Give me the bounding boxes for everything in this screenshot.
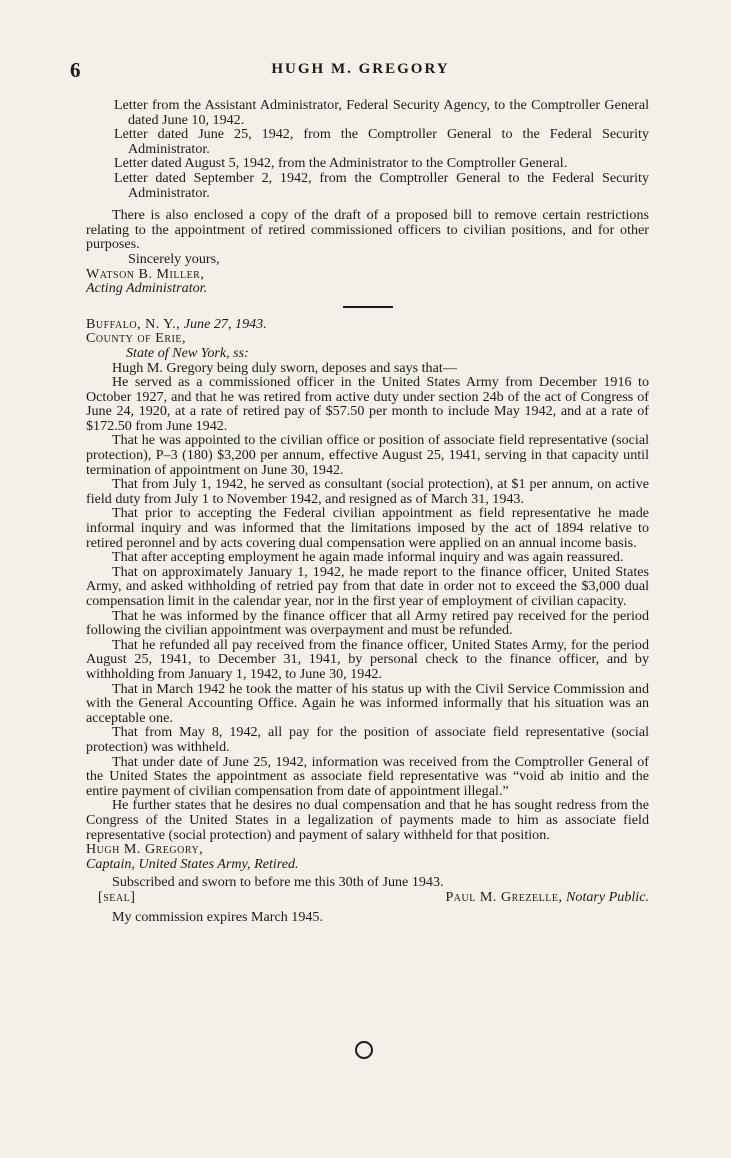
affidavit-paragraph: That he refunded all pay received from the finance officer, United States Army, for the period August 25, 1941, to December 31, 1941, by personal check to the finance officer, and by withholding from January 1, 1942, to June 30, 1942. bbox=[86, 636, 649, 682]
also-enclosed-paragraph: There is also enclosed a copy of the draft of a proposed bill to remove certain restrictions relating to the appointment of retired commissioned officers to civilian positions, and for other purposes. bbox=[86, 207, 649, 253]
page-number: 6 bbox=[70, 58, 81, 82]
affiant-name: Hugh M. Gregory, bbox=[86, 841, 204, 858]
affidavit-date: June 27, 1943. bbox=[183, 315, 267, 332]
affidavit-paragraph: He served as a commissioned officer in the United States Army from December 1916 to October 1927, and that he was retired from active duty under section 24b of the act of Congress of June 24, 1920, at a rate of retired pay of $57.50 per month to include May 1942, and at a rate of $172.50 from June 1942. bbox=[86, 374, 649, 434]
enclosure-item: Letter dated June 25, 1942, from the Comptroller General to the Federal Security Administrator. bbox=[114, 126, 649, 157]
affidavit-paragraph: That he was informed by the finance officer that all Army retired pay received for the period following the civilian appointment was overpayment and must be refunded. bbox=[86, 607, 649, 639]
affidavit-paragraph: That prior to accepting the Federal civilian appointment as field representative he made informal inquiry and was informed that the limitations imposed by the act of 1894 relative to retired peronnel and by acts covering dual compensation were applied on an annual income basis. bbox=[86, 505, 649, 551]
affidavit-paragraph: That after accepting employment he again made informal inquiry and was again reassured. bbox=[112, 549, 624, 566]
letter-signer-title: Acting Administrator. bbox=[86, 280, 208, 297]
section-divider bbox=[343, 306, 393, 308]
running-head: HUGH M. GREGORY bbox=[271, 61, 450, 77]
subscribed-line: Subscribed and sworn to before me this 30th of June 1943. bbox=[112, 874, 444, 891]
notary-signature bbox=[445, 890, 649, 905]
affidavit-date-line bbox=[86, 317, 649, 332]
affidavit-place: Buffalo, N. Y., bbox=[86, 315, 181, 332]
affidavit-paragraph: That from May 8, 1942, all pay for the position of associate field representative (social protection) was withheld. bbox=[86, 724, 649, 755]
affidavit-paragraph: That under date of June 25, 1942, information was received from the Comptroller General of the United States the appointment as associate field representative was “void ab initio and the entire payment of civilian compensation from date of appointment illegal.” bbox=[86, 753, 649, 799]
commission-line: My commission expires March 1945. bbox=[112, 909, 323, 926]
affidavit-paragraph: That from July 1, 1942, he served as consultant (social protection), at $1 per annum, on active field duty from July 1 to November 1942, and resigned as of March 31, 1943. bbox=[86, 476, 649, 507]
affidavit-paragraph: Hugh M. Gregory being duly sworn, deposes and says that— bbox=[112, 359, 457, 376]
circle-mark-icon bbox=[355, 1041, 373, 1059]
enclosure-item: Letter dated September 2, 1942, from the Comptroller General to the Federal Security Administrator. bbox=[114, 169, 649, 201]
notary-title: Notary Public. bbox=[566, 888, 649, 905]
seal-label: [seal] bbox=[98, 888, 136, 905]
affidavit-paragraph: That he was appointed to the civilian office or position of associate field representative (social protection), P–3 (180) $3,200 per annum, effective August 25, 1941, serving in that capacity until termination of appointment on June 30, 1942. bbox=[86, 432, 649, 478]
closing-line: Sincerely yours, bbox=[128, 250, 220, 267]
page-header bbox=[70, 58, 651, 84]
affiant-title: Captain, United States Army, Retired. bbox=[86, 855, 299, 872]
enclosure-item: Letter dated August 5, 1942, from the Administrator to the Comptroller General. bbox=[114, 155, 568, 172]
notary-line bbox=[86, 890, 649, 905]
letter-signer-name: Watson B. Miller, bbox=[86, 265, 205, 282]
state-line: State of New York, ss: bbox=[126, 344, 249, 361]
affidavit-paragraph: He further states that he desires no dual compensation and that he has sought redress from the Congress of the United States in a legalization of payments made to him as associate field representative (social protection) and payment of salary withheld for that position. bbox=[86, 797, 649, 843]
affidavit-paragraph: That in March 1942 he took the matter of his status up with the Civil Service Commission and with the General Accounting Office. Again he was informed informally that his situation was an acceptable one. bbox=[86, 680, 649, 726]
page-body bbox=[86, 98, 649, 925]
notary-name: Paul M. Grezelle, bbox=[445, 888, 563, 905]
enclosure-item: Letter from the Assistant Administrator, Federal Security Agency, to the Comptroller General dated June 10, 1942. bbox=[114, 97, 649, 128]
county-line: County of Erie, bbox=[86, 330, 186, 347]
affidavit-paragraph: That on approximately January 1, 1942, he made report to the finance officer, United States Army, and asked withholding of retried pay from that date in order not to exceed the $3,000 dual compensation limit in the calendar year, nor in the first year of employment of civilian capacity. bbox=[86, 563, 649, 609]
